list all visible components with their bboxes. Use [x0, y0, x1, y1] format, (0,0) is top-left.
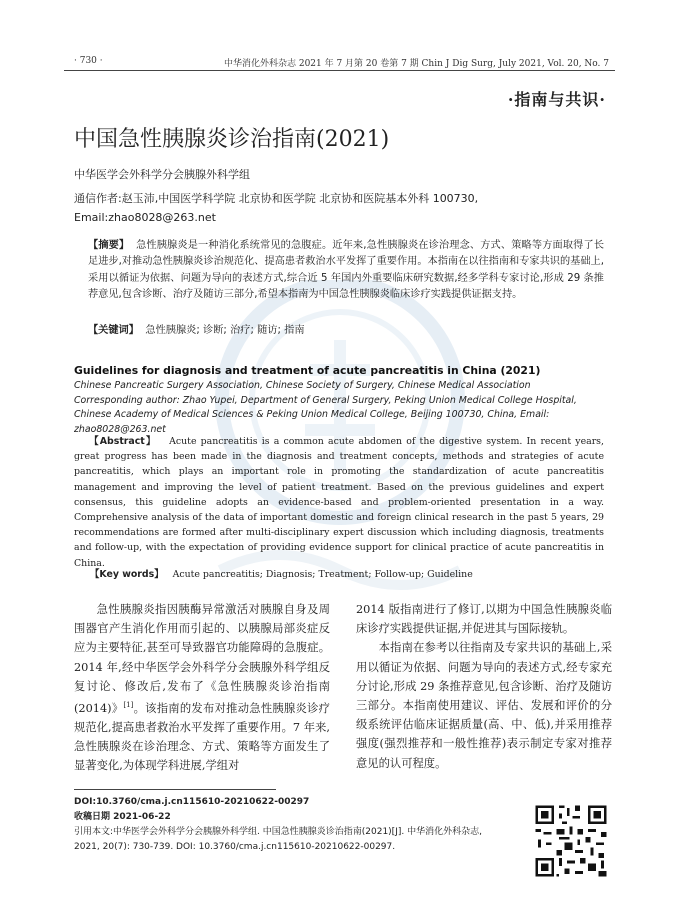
english-title: Guidelines for diagnosis and treatment of acute pancreatitis in China (2021) — [74, 364, 541, 377]
citation-line-1: 引用本文:中华医学会外科学分会胰腺外科学组. 中国急性胰腺炎诊治指南(2021)[J]. 中华消化外科杂志, — [74, 827, 482, 837]
footer-info — [74, 795, 534, 855]
received-date: 收稿日期 2021-06-22 — [74, 812, 171, 822]
chinese-keywords — [88, 321, 305, 336]
qr-code-icon — [533, 803, 609, 879]
journal-info: 中华消化外科杂志 2021 年 7 月第 20 卷第 7 期 Chin J Dig Surg, July 2021, Vol. 20, No. 7 — [223, 59, 609, 69]
english-corr-2: Chinese Academy of Medical Sciences & Peking Union Medical College, Beijing 100730, China, Email: — [74, 409, 550, 421]
citation-ref: [1] — [123, 701, 134, 710]
keywords-label-cn: 【关键词】 — [88, 325, 139, 336]
english-corr-1: Corresponding author: Zhao Yupei, Department of General Surgery, Peking Union Medical College Hospital, — [74, 394, 577, 406]
english-abstract — [74, 434, 604, 571]
body-paragraph-2: 2014 版指南进行了修订,以期为中国急性胰腺炎临床诊疗实践提供证据,并促进其与国际接轨。 — [356, 603, 612, 636]
abstract-text-en: Acute pancreatitis is a common acute abdomen of the digestive system. In recent years, great progress has been made in the diagnosis and treatment concepts, methods and strategies of acute pancreatitis, which plays an important role in promoting the standardization of acute pancreatitis management and improving the level of patient treatment. Based on the previous guidelines and expert consensus, this guideline adopts an evidence-based and problem-oriented presentation in a way. Comprehensive analysis of the data of important domestic and foreign clinical research in the past 5 years, 29 recommendations are formed after multi-disciplinary expert discussion which including diagnosis, treatments and follow-up, with the expectation of providing evidence support for clinical practice of acute pancreatitis in China. — [74, 436, 604, 569]
body-column-right — [356, 600, 612, 773]
page-number: · 730 · — [74, 56, 103, 66]
citation-line-2: 2021, 20(7): 730-739. DOI: 10.3760/cma.j.cn115610-20210622-00297. — [74, 842, 396, 852]
keywords-text-en: Acute pancreatitis; Diagnosis; Treatment; Follow-up; Guideline — [172, 569, 473, 580]
english-keywords — [90, 566, 473, 580]
body-text-1a: 急性胰腺炎指因胰酶异常激活对胰腺自身及周围器官产生消化作用而引起的、以胰腺局部炎症反应为主要特征,甚至可导致器官功能障碍的急腹症。2014 年,经中华医学会外科学分会胰腺外科学组反复讨论、修改后,发布了《急性胰腺炎诊治指南(2014)》 — [74, 603, 330, 715]
abstract-label-cn: 【摘要】 — [88, 240, 130, 251]
keywords-text-cn: 急性胰腺炎; 诊断; 治疗; 随访; 指南 — [145, 325, 305, 336]
keywords-label-en: 【Key words】 — [90, 569, 164, 580]
body-text-1b: 。该指南的发布对推动急性胰腺炎诊疗规范化,提高患者救治水平发挥了重要作用。7 年来,急性胰腺炎在诊治理念、方式、策略等方面发生了显著变化,为体现学科进展,学组对 — [74, 701, 330, 773]
abstract-label-en: 【Abstract】 — [88, 436, 157, 447]
body-column-left — [74, 600, 330, 776]
article-title: 中国急性胰腺炎诊治指南(2021) — [74, 127, 390, 152]
footer-rule — [74, 789, 276, 790]
abstract-text-cn: 急性胰腺炎是一种消化系统常见的急腹症。近年来,急性胰腺炎在诊治理念、方式、策略等方面取得了长足进步,对推动急性胰腺炎诊治规范化、提高患者救治水平发挥了重要作用。本指南在以往指南和专家共识的基础上,采用以循证为依据、问题为导向的表述方式,综合近 5 年国内外重要临床研究数据,经多学科专家讨论,形成 29 条推荐意见,包含诊断、治疗及随访三部分,希望本指南为中国急性胰腺炎临床诊疗实践提供证据支持。 — [88, 240, 605, 301]
correspondence — [74, 189, 594, 227]
english-authors-block — [74, 379, 610, 437]
correspondence-email: Email:zhao8028@263.net — [74, 211, 216, 224]
section-label: ·指南与共识· — [507, 90, 606, 109]
doi-line: DOI:10.3760/cma.j.cn115610-20210622-00297 — [74, 797, 310, 807]
body-paragraph-3: 本指南在参考以往指南及专家共识的基础上,采用以循证为依据、问题为导向的表述方式,经专家充分讨论,形成 29 条推荐意见,包含诊断、治疗及随访三部分。本指南使用建议、评估、发展和评价的分级系统评估临床证据质量(高、中、低),并采用推荐强度(强烈推荐和一般性推荐)表示制定专家对推荐意见的认可程度。 — [356, 641, 612, 770]
header-rule — [64, 70, 615, 71]
english-authors: Chinese Pancreatic Surgery Association, Chinese Society of Surgery, Chinese Medical Association — [74, 380, 531, 391]
correspondence-line-1: 通信作者:赵玉沛,中国医学科学院 北京协和医学院 北京协和医院基本外科 100730, — [74, 192, 479, 205]
chinese-abstract — [88, 238, 604, 304]
author-organization: 中华医学会外科学分会胰腺外科学组 — [74, 168, 250, 181]
body-paragraph-1 — [74, 600, 330, 776]
english-corr-3: zhao8028@263.net — [74, 423, 166, 435]
